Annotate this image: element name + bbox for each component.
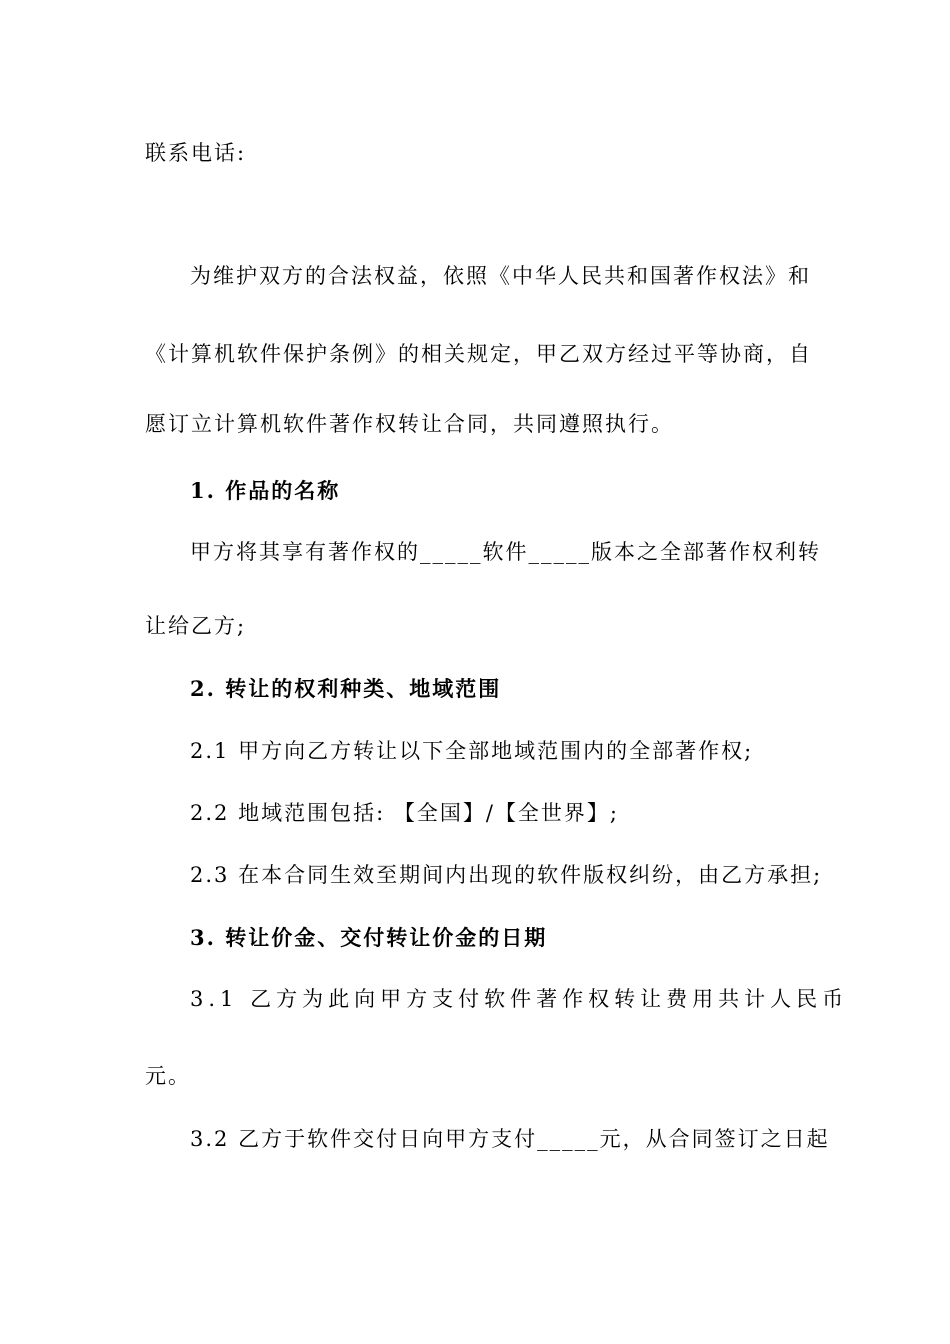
clause-2-3: 2.3 在本合同生效至期间内出现的软件版权纠纷，由乙方承担; (190, 863, 823, 887)
section-heading-2: 2. 转让的权利种类、地域范围 (190, 676, 502, 701)
section-1-line-1: 甲方将其享有著作权的_____软件_____版本之全部著作权利转 (190, 540, 821, 564)
clause-3-1: 3.1 乙方为此向甲方支付软件著作权转让费用共计人民币 (190, 987, 849, 1011)
preamble-line-1: 为维护双方的合法权益，依照《中华人民共和国著作权法》和 (190, 264, 811, 288)
clause-3-1-cont: 元。 (145, 1064, 191, 1088)
clause-3-2: 3.2 乙方于软件交付日向甲方支付_____元，从合同签订之日起 (190, 1127, 830, 1151)
section-1-line-2: 让给乙方; (145, 614, 247, 638)
section-heading-3: 3. 转让价金、交付转让价金的日期 (190, 925, 548, 950)
contact-phone-label: 联系电话: (145, 141, 247, 165)
clause-2-1: 2.1 甲方向乙方转让以下全部地域范围内的全部著作权; (190, 739, 754, 763)
preamble-line-2: 《计算机软件保护条例》的相关规定，甲乙双方经过平等协商，自 (145, 342, 812, 366)
preamble-line-3: 愿订立计算机软件著作权转让合同，共同遵照执行。 (145, 412, 674, 436)
clause-2-2: 2.2 地域范围包括: 【全国】/【全世界】; (190, 801, 619, 825)
section-heading-1: 1. 作品的名称 (190, 478, 341, 503)
